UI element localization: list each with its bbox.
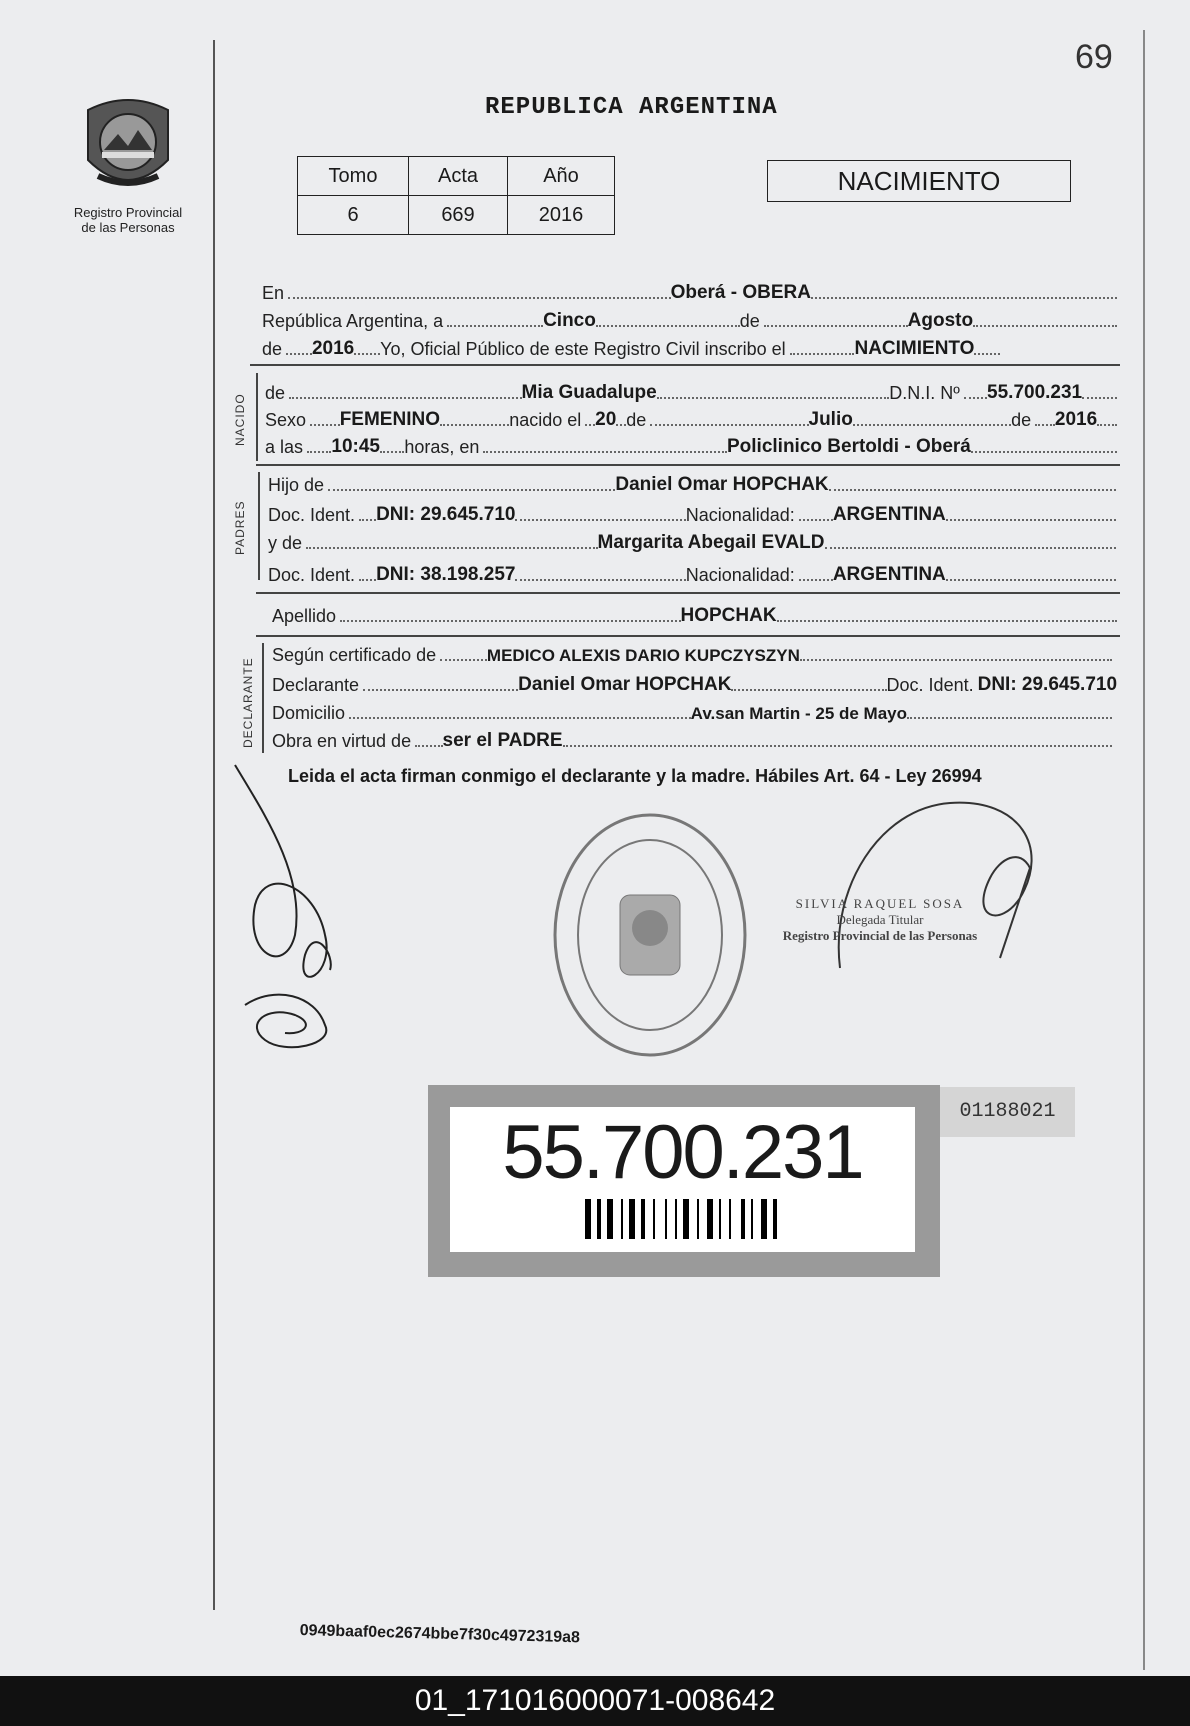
- header-anio: Año: [508, 157, 615, 196]
- row-nacido-hora: [265, 432, 1117, 458]
- value-tipo-inscripcion: NACIMIENTO: [854, 338, 975, 359]
- logo-caption-line2: de las Personas: [81, 220, 175, 235]
- left-margin-line: [213, 40, 215, 1610]
- label-nacido-el: nacido el: [509, 410, 582, 430]
- barcode-bar: [733, 1199, 739, 1239]
- label-sexo: Sexo: [265, 410, 307, 430]
- barcode-bar: [653, 1199, 655, 1239]
- stamp-seal-icon: [550, 810, 750, 1060]
- barcode-bar: [751, 1199, 753, 1239]
- value-dia-nacimiento: 20: [595, 409, 617, 430]
- barcode-bar: [603, 1199, 605, 1239]
- barcode-bar: [629, 1199, 635, 1239]
- label-nac-madre: Nacionalidad:: [685, 565, 795, 585]
- label-obra: Obra en virtud de: [272, 731, 412, 751]
- value-padre-doc: DNI: 29.645.710: [376, 504, 516, 525]
- row-padre-doc: [268, 500, 1116, 526]
- declarante-signature: [225, 755, 365, 1085]
- label-de-anio: de: [262, 339, 283, 359]
- page-number: 69: [1075, 38, 1113, 76]
- label-de-anio-nac: de: [1011, 410, 1032, 430]
- row-certificado: [272, 640, 1112, 666]
- barcode-bar: [621, 1199, 623, 1239]
- value-dni-nacido: 55.700.231: [987, 382, 1083, 403]
- barcode-bars-icon: [450, 1199, 915, 1239]
- value-obra: ser el PADRE: [442, 730, 563, 751]
- barcode-bar: [755, 1199, 759, 1239]
- label-certificado: Según certificado de: [272, 645, 437, 665]
- right-margin-line: [1143, 30, 1145, 1670]
- section-label-padres: PADRES: [233, 500, 247, 555]
- row-declarante: [272, 670, 1117, 696]
- barcode-number: 55.700.231: [502, 1110, 863, 1195]
- barcode-bar: [669, 1199, 673, 1239]
- value-dia-inscripcion: Cinco: [543, 310, 596, 331]
- barcode-bar: [715, 1199, 717, 1239]
- label-domicilio: Domicilio: [272, 703, 346, 723]
- value-domicilio: Av.san Martin - 25 de Mayo: [690, 704, 908, 723]
- label-de-mes: de: [739, 311, 760, 331]
- value-padre-nac: ARGENTINA: [832, 504, 946, 525]
- closing-statement: Leida el acta firman conmigo el declarante y la madre. Hábiles Art. 64 - Ley 26994: [288, 766, 982, 786]
- barcode-bar: [657, 1199, 663, 1239]
- value-hora: 10:45: [331, 436, 380, 457]
- barcode-bar: [761, 1199, 767, 1239]
- value-mes-nacimiento: Julio: [808, 409, 853, 430]
- label-a-las: a las: [265, 437, 304, 457]
- row-obra: [272, 726, 1112, 752]
- serial-number: 01188021: [940, 1087, 1075, 1137]
- logo-caption-line1: Registro Provincial: [73, 205, 183, 220]
- value-padre: Daniel Omar HOPCHAK: [615, 474, 829, 495]
- barcode-bar: [707, 1199, 713, 1239]
- row-padre: [268, 470, 1116, 496]
- barcode-bar: [773, 1199, 777, 1239]
- barcode-bar: [729, 1199, 731, 1239]
- value-acta: 669: [409, 196, 508, 235]
- barcode-label: [428, 1085, 940, 1277]
- label-y-de: y de: [268, 533, 303, 553]
- document-title: REPUBLICA ARGENTINA: [485, 94, 778, 121]
- registry-table: [297, 156, 615, 235]
- row-madre-doc: [268, 560, 1116, 586]
- value-apellido: HOPCHAK: [680, 605, 777, 626]
- act-type-box: NACIMIENTO: [767, 160, 1071, 202]
- section-label-declarante: DECLARANTE: [241, 657, 255, 748]
- row-lugar: [262, 278, 1117, 304]
- value-lugar: Oberá - OBERA: [670, 282, 811, 303]
- registry-logo: [64, 90, 192, 235]
- row-nacido-nombre: [265, 378, 1117, 404]
- row-domicilio: [272, 698, 1112, 724]
- row-fecha: [262, 306, 1117, 332]
- label-declarante: Declarante: [272, 675, 360, 695]
- label-hijo-de: Hijo de: [268, 475, 325, 495]
- value-lugar-nacimiento: Policlinico Bertoldi - Oberá: [726, 436, 971, 457]
- header-tomo: Tomo: [298, 157, 409, 196]
- official-role: Delegada Titular: [836, 912, 924, 927]
- row-apellido: [272, 601, 1117, 627]
- row-madre: [268, 528, 1116, 554]
- barcode-bar: [683, 1199, 689, 1239]
- document-hash: 0949baaf0ec2674bbe7f30c4972319a8: [299, 1622, 581, 1647]
- barcode-bar: [641, 1199, 645, 1239]
- barcode-bar: [719, 1199, 721, 1239]
- barcode-bar: [637, 1199, 639, 1239]
- barcode-bar: [769, 1199, 771, 1239]
- value-madre-doc: DNI: 38.198.257: [376, 564, 516, 585]
- footer-id: 01_171016000071-008642: [0, 1676, 1190, 1726]
- barcode-bar: [701, 1199, 705, 1239]
- value-nombre-nacido: Mia Guadalupe: [521, 382, 657, 403]
- label-nac-padre: Nacionalidad:: [685, 505, 795, 525]
- value-declarante: Daniel Omar HOPCHAK: [518, 674, 732, 695]
- misiones-seal-icon: [78, 90, 178, 200]
- header-acta: Acta: [409, 157, 508, 196]
- barcode-bar: [741, 1199, 745, 1239]
- value-madre-nac: ARGENTINA: [832, 564, 946, 585]
- barcode-bar: [593, 1199, 595, 1239]
- value-anio: 2016: [508, 196, 615, 235]
- barcode-bar: [585, 1199, 591, 1239]
- value-madre: Margarita Abegail EVALD: [597, 532, 825, 553]
- barcode-bar: [679, 1199, 681, 1239]
- label-de-nombre: de: [265, 383, 286, 403]
- barcode-bar: [723, 1199, 727, 1239]
- value-anio-nacimiento: 2016: [1054, 409, 1098, 430]
- official-stamp: [550, 810, 750, 1065]
- value-mes-inscripcion: Agosto: [907, 310, 974, 331]
- label-doc-padre: Doc. Ident.: [268, 505, 356, 525]
- barcode-bar: [625, 1199, 627, 1239]
- barcode-bar: [607, 1199, 613, 1239]
- label-dni: D.N.I. Nº: [889, 383, 960, 403]
- label-apellido: Apellido: [272, 606, 337, 626]
- official-office: Registro Provincial de las Personas: [782, 928, 978, 943]
- label-doc-declarante: Doc. Ident.: [886, 675, 974, 695]
- row-nacido-sexo: [265, 405, 1117, 431]
- barcode-bar: [615, 1199, 619, 1239]
- value-anio-inscripcion: 2016: [311, 338, 355, 359]
- row-inscripcion: [262, 334, 1117, 360]
- barcode-bar: [779, 1199, 781, 1239]
- section-label-nacido: NACIDO: [233, 393, 247, 446]
- barcode-bar: [697, 1199, 699, 1239]
- value-declarante-doc: DNI: 29.645.710: [977, 674, 1118, 695]
- label-republica: República Argentina, a: [262, 311, 444, 331]
- label-doc-madre: Doc. Ident.: [268, 565, 356, 585]
- barcode-bar: [597, 1199, 601, 1239]
- official-signature-block: [780, 896, 980, 944]
- label-texto-oficial: Yo, Oficial Público de este Registro Civil inscribo el: [380, 339, 786, 359]
- value-certificado: MEDICO ALEXIS DARIO KUPCZYSZYN: [486, 646, 800, 665]
- official-signature: [820, 788, 1050, 988]
- barcode-bar: [691, 1199, 695, 1239]
- barcode-bar: [675, 1199, 677, 1239]
- barcode-bar: [747, 1199, 749, 1239]
- label-en: En: [262, 283, 285, 303]
- value-sexo: FEMENINO: [339, 409, 440, 430]
- barcode-bar: [665, 1199, 667, 1239]
- barcode-bar: [647, 1199, 651, 1239]
- label-horas-en: horas, en: [404, 437, 480, 457]
- label-de-mes-nac: de: [626, 410, 647, 430]
- value-tomo: 6: [298, 196, 409, 235]
- official-name: SILVIA RAQUEL SOSA: [795, 896, 965, 911]
